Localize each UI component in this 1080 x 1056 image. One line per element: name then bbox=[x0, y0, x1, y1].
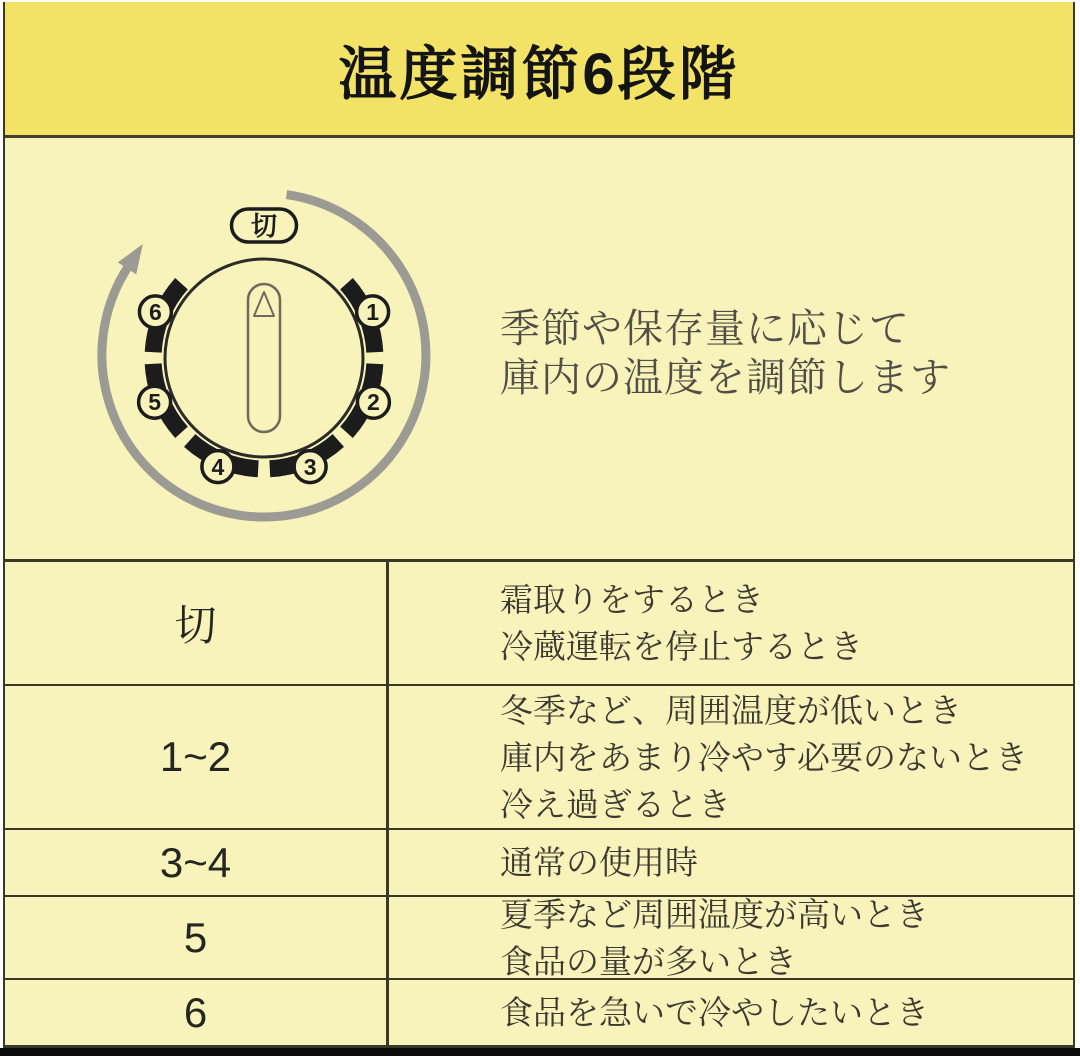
description-cell bbox=[389, 562, 1073, 684]
table-row bbox=[5, 897, 1073, 980]
description-cell bbox=[389, 686, 1073, 828]
intro-line-1: 季節や保存量に応じて bbox=[500, 307, 910, 351]
description-line: 夏季など周囲温度が高いとき bbox=[500, 895, 929, 933]
intro-line-2: 庫内の温度を調節します bbox=[500, 356, 951, 400]
description-line: 食品の量が多いとき bbox=[500, 942, 797, 980]
temperature-dial-diagram bbox=[64, 158, 464, 558]
setting-cell: 5 bbox=[5, 897, 389, 978]
description-line: 冷蔵運転を停止するとき bbox=[500, 628, 863, 665]
description-line: 冷え過ぎるとき bbox=[500, 785, 731, 823]
dial-number-1: 1 bbox=[366, 299, 379, 325]
description-line: 庫内をあまり冷やす必要のないとき bbox=[500, 738, 1028, 776]
table-row bbox=[5, 562, 1073, 686]
setting-cell: 1~2 bbox=[5, 686, 389, 828]
off-position-label: 切 bbox=[250, 211, 278, 241]
description-cell bbox=[389, 980, 1073, 1045]
description-line: 通常の使用時 bbox=[500, 844, 698, 881]
setting-cell: 3~4 bbox=[5, 830, 389, 895]
bottom-bar bbox=[0, 1048, 1080, 1056]
dial-face bbox=[165, 259, 363, 457]
dial-number-6: 6 bbox=[149, 299, 162, 325]
description-line: 冬季など、周囲温度が低いとき bbox=[500, 691, 962, 729]
table-row bbox=[5, 980, 1073, 1045]
dial-number-5: 5 bbox=[148, 389, 161, 415]
settings-table bbox=[5, 559, 1073, 1048]
dial-number-2: 2 bbox=[367, 389, 380, 415]
dial-number-4: 4 bbox=[211, 454, 225, 480]
table-row bbox=[5, 830, 1073, 897]
description-cell bbox=[389, 830, 1073, 895]
page-title: 温度調節6段階 bbox=[338, 41, 740, 107]
description-line: 食品を急いで冷やしたいとき bbox=[500, 994, 929, 1031]
intro-text bbox=[500, 305, 951, 403]
title-band bbox=[5, 2, 1073, 138]
content-panel bbox=[3, 2, 1075, 1048]
setting-cell: 6 bbox=[5, 980, 389, 1045]
setting-cell: 切 bbox=[5, 562, 389, 684]
table-row bbox=[5, 686, 1073, 830]
description-cell bbox=[389, 897, 1073, 978]
dial-number-3: 3 bbox=[303, 454, 317, 480]
description-line: 霜取りをするとき bbox=[500, 581, 764, 618]
